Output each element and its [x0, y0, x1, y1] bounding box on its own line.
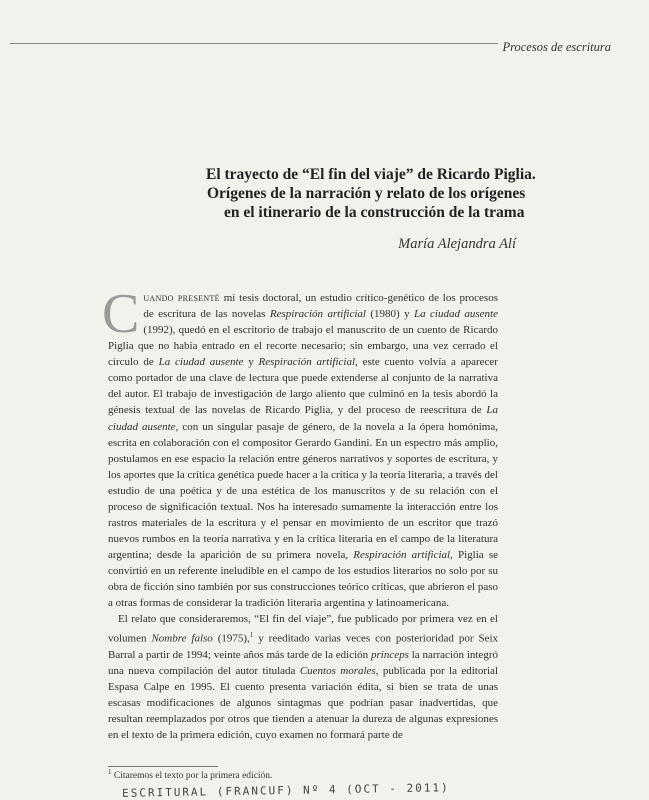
article-body	[102, 283, 499, 743]
book-title: Nombre falso	[151, 632, 213, 645]
footnote-marker: 1	[108, 768, 112, 776]
paragraph-2	[108, 611, 498, 743]
text-run: y reeditado varias veces con posterioridad por Seix Barral a partir de 1994; veinte años más tarde de la edición	[108, 632, 499, 662]
text-run: la narración integró una nueva compilación del autor titulada	[108, 649, 498, 678]
book-title: La ciudad ausente	[414, 308, 498, 321]
text-run: , con un singular pasaje de género, de la novela a la ópera homónima, escrita en colaboración con el compositor Gerardo Gandini. En un espectro más amplio, postulamos en ese espacio la relación entre géneros narrativos y soportes de escritura, y los aportes que la crítica genética puede hacer a la crítica y la teoría literaria, a través del estudio de una poética y de una estética de los manuscritos y de su relación con el proceso de significación textual. Nos ha interesado sumamente la interacción entre los rastros materiales de la escritura y el pensar en movimiento de un escritor que trazó nuevos rumbos en la teoría narrativa y en la crítica literaria en el campo de la literatura argentina; desde la aparición de su primera novela,	[108, 420, 498, 561]
author-name: María Alejandra Alí	[398, 236, 516, 252]
running-head: Procesos de escritura	[502, 40, 611, 54]
book-title: Cuentos morales	[299, 665, 376, 678]
book-title: La ciudad ausente	[158, 356, 244, 369]
text-run: y	[243, 356, 259, 369]
article-title	[206, 165, 626, 222]
footnote	[108, 768, 508, 781]
emphasis: princeps	[370, 649, 409, 662]
handwritten-annotation: ESCRITURAL (FRANCUF) Nº 4 (OCT - 2011)	[121, 781, 450, 800]
title-line-3: en el itinerario de la construcción de la trama	[224, 204, 525, 221]
text-run: (1975),	[212, 632, 250, 645]
book-title: Respiración artificial	[353, 549, 451, 561]
drop-cap: C	[102, 283, 140, 345]
text-run: , este cuento volvía a aparecer como portador de una clave de lectura que puede extenderse al conjunto de la narrativa del autor. El trabajo de investigación de largo aliento que culminó en la tesis abordó la génesis textual de las novelas de Ricardo Piglia, y del proceso de reescritura de	[108, 356, 498, 417]
title-line-2: Orígenes de la narración y relato de los orígenes	[207, 185, 526, 202]
text-run: (1980) y	[365, 308, 415, 321]
footnote-text: Citaremos el texto por la primera edición.	[113, 771, 273, 782]
lead-words: uando presenté	[143, 292, 220, 304]
text-run: mi tesis doctoral, un estudio crítico-genético de los procesos de escritura de las novelas	[143, 292, 498, 321]
text-run: (1992), quedó en el escritorio de trabajo el manuscrito de un cuento de Ricardo Piglia que no había entrado en el recorte necesario; sin embargo, una vez cerrado el círculo de	[108, 324, 498, 369]
text-run: , publicada por la editorial Espasa Calpe en 1995. El cuento presenta variación édita, si bien se trata de unas escasas modificaciones de algunos sintagmas que podrían pasar inadvertidas, que resultan reemplazados por otros que tienden a atenuar la dureza de algunas expresiones en el texto de la primera edición, cuyo examen no formará parte de	[108, 665, 498, 742]
book-title: La ciudad ausente	[108, 404, 498, 433]
book-title: Respiración artificial	[258, 356, 356, 369]
footnote-ref[interactable]: 1	[249, 631, 254, 640]
paragraph-1	[102, 283, 498, 611]
book-title: Respiración artificial	[269, 308, 366, 321]
text-run: El relato que consideraremos, “El fin del viaje”, fue publicado por primera vez en el volumen	[108, 613, 498, 645]
text-run: , Piglia se convirtió en un referente ineludible en el campo de los estudios literarios no solo por su obra de ficción sino también por sus construcciones teórico críticas, que abrieron el paso a otras formas de considerar la tradición literaria argentina y latinoamericana.	[108, 549, 498, 610]
footnote-rule	[108, 766, 218, 767]
title-line-1: El trayecto de “El fin del viaje” de Ricardo Piglia.	[206, 166, 536, 183]
header-rule	[10, 43, 498, 44]
